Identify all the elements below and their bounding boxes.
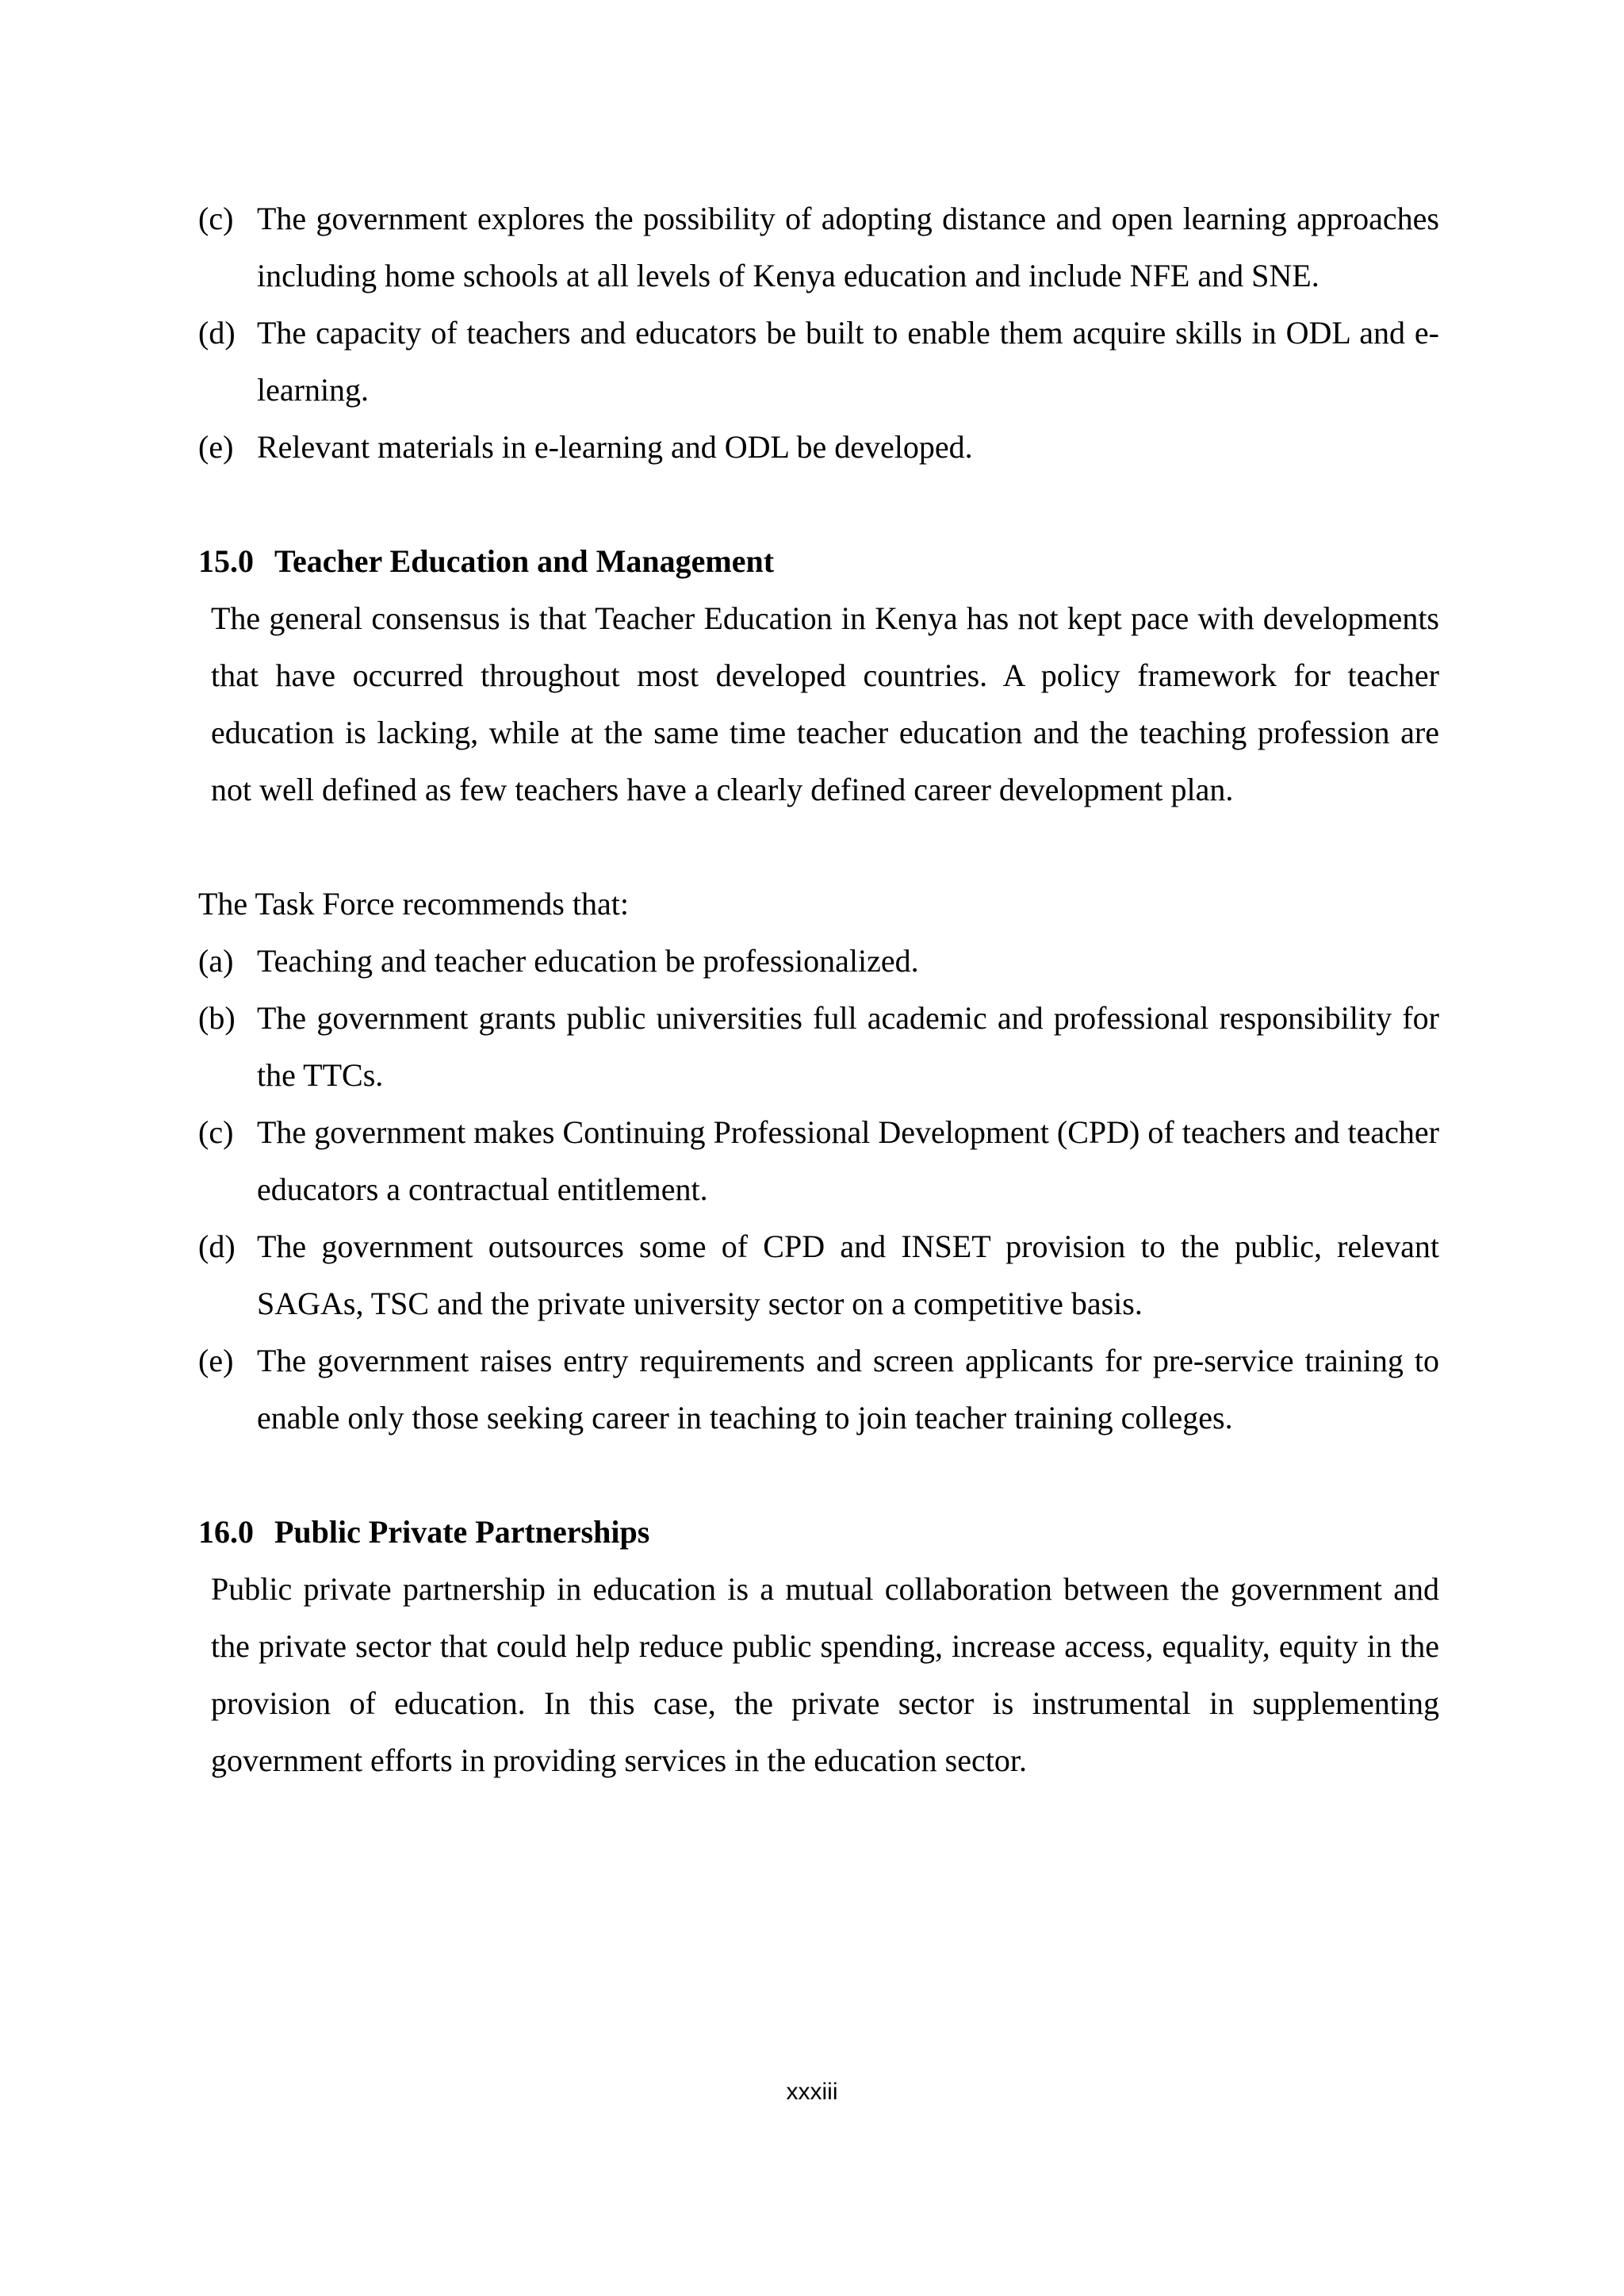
list-item-d bbox=[198, 305, 1439, 419]
recommendation-d bbox=[198, 1218, 1439, 1332]
list-label: (e) bbox=[198, 1343, 234, 1378]
page-number: xxxiii bbox=[786, 2079, 838, 2105]
list-text: The government makes Continuing Professional Development (CPD) of teachers and teacher educators a contractual entitlement. bbox=[257, 1114, 1439, 1207]
list-label: (e) bbox=[198, 429, 234, 465]
section-heading-16 bbox=[198, 1504, 1439, 1561]
section-title: Public Private Partnerships bbox=[274, 1514, 650, 1550]
section-15-paragraph: The general consensus is that Teacher Education in Kenya has not kept pace with developments that have occurred throughout most developed countries. A policy framework for teacher education is lacking, while at the same time teacher education and the teaching profession are not well defined as few teachers have a clearly defined career development plan. bbox=[211, 600, 1439, 807]
list-label: (c) bbox=[198, 201, 234, 236]
recommendation-a bbox=[198, 933, 1439, 990]
list-text: The capacity of teachers and educators be built to enable them acquire skills in ODL and e-learning. bbox=[257, 315, 1439, 408]
list-item-e bbox=[198, 419, 1439, 476]
document-page bbox=[198, 190, 1439, 1789]
recommendation-c bbox=[198, 1104, 1439, 1218]
section-16-paragraph: Public private partnership in education is a mutual collaboration between the government and the private sector that could help reduce public spending, increase access, equality, equity in the provision of education. In this case, the private sector is instrumental in supplementing government efforts in providing services in the education sector. bbox=[211, 1571, 1439, 1778]
section-title: Teacher Education and Management bbox=[274, 543, 775, 579]
list-text: The government raises entry requirements and screen applicants for pre-service training to enable only those seeking career in teaching to join teacher training colleges. bbox=[257, 1343, 1439, 1435]
list-item-c bbox=[198, 190, 1439, 305]
section-heading-15 bbox=[198, 533, 1439, 590]
spacer bbox=[198, 1447, 1439, 1504]
list-label: (a) bbox=[198, 943, 234, 979]
section-number: 15.0 bbox=[198, 543, 254, 579]
section-number: 16.0 bbox=[198, 1514, 254, 1550]
recommendations-intro: The Task Force recommends that: bbox=[198, 886, 629, 922]
list-text: The government explores the possibility of adopting distance and open learning approaches including home schools at all levels of Kenya education and include NFE and SNE. bbox=[257, 201, 1439, 293]
recommendation-e bbox=[198, 1332, 1439, 1447]
list-text: Teaching and teacher education be professionalized. bbox=[257, 943, 919, 979]
spacer bbox=[198, 476, 1439, 533]
list-text: Relevant materials in e-learning and ODL be developed. bbox=[257, 429, 973, 465]
list-label: (d) bbox=[198, 1228, 236, 1264]
recommendation-b bbox=[198, 990, 1439, 1104]
list-label: (c) bbox=[198, 1114, 234, 1150]
list-text: The government outsources some of CPD and INSET provision to the public, relevant SAGAs, TSC and the private university sector on a competitive basis. bbox=[257, 1228, 1439, 1321]
list-label: (b) bbox=[198, 1000, 236, 1036]
list-label: (d) bbox=[198, 315, 236, 351]
list-text: The government grants public universities full academic and professional responsibility for the TTCs. bbox=[257, 1000, 1439, 1093]
spacer bbox=[198, 818, 1439, 876]
